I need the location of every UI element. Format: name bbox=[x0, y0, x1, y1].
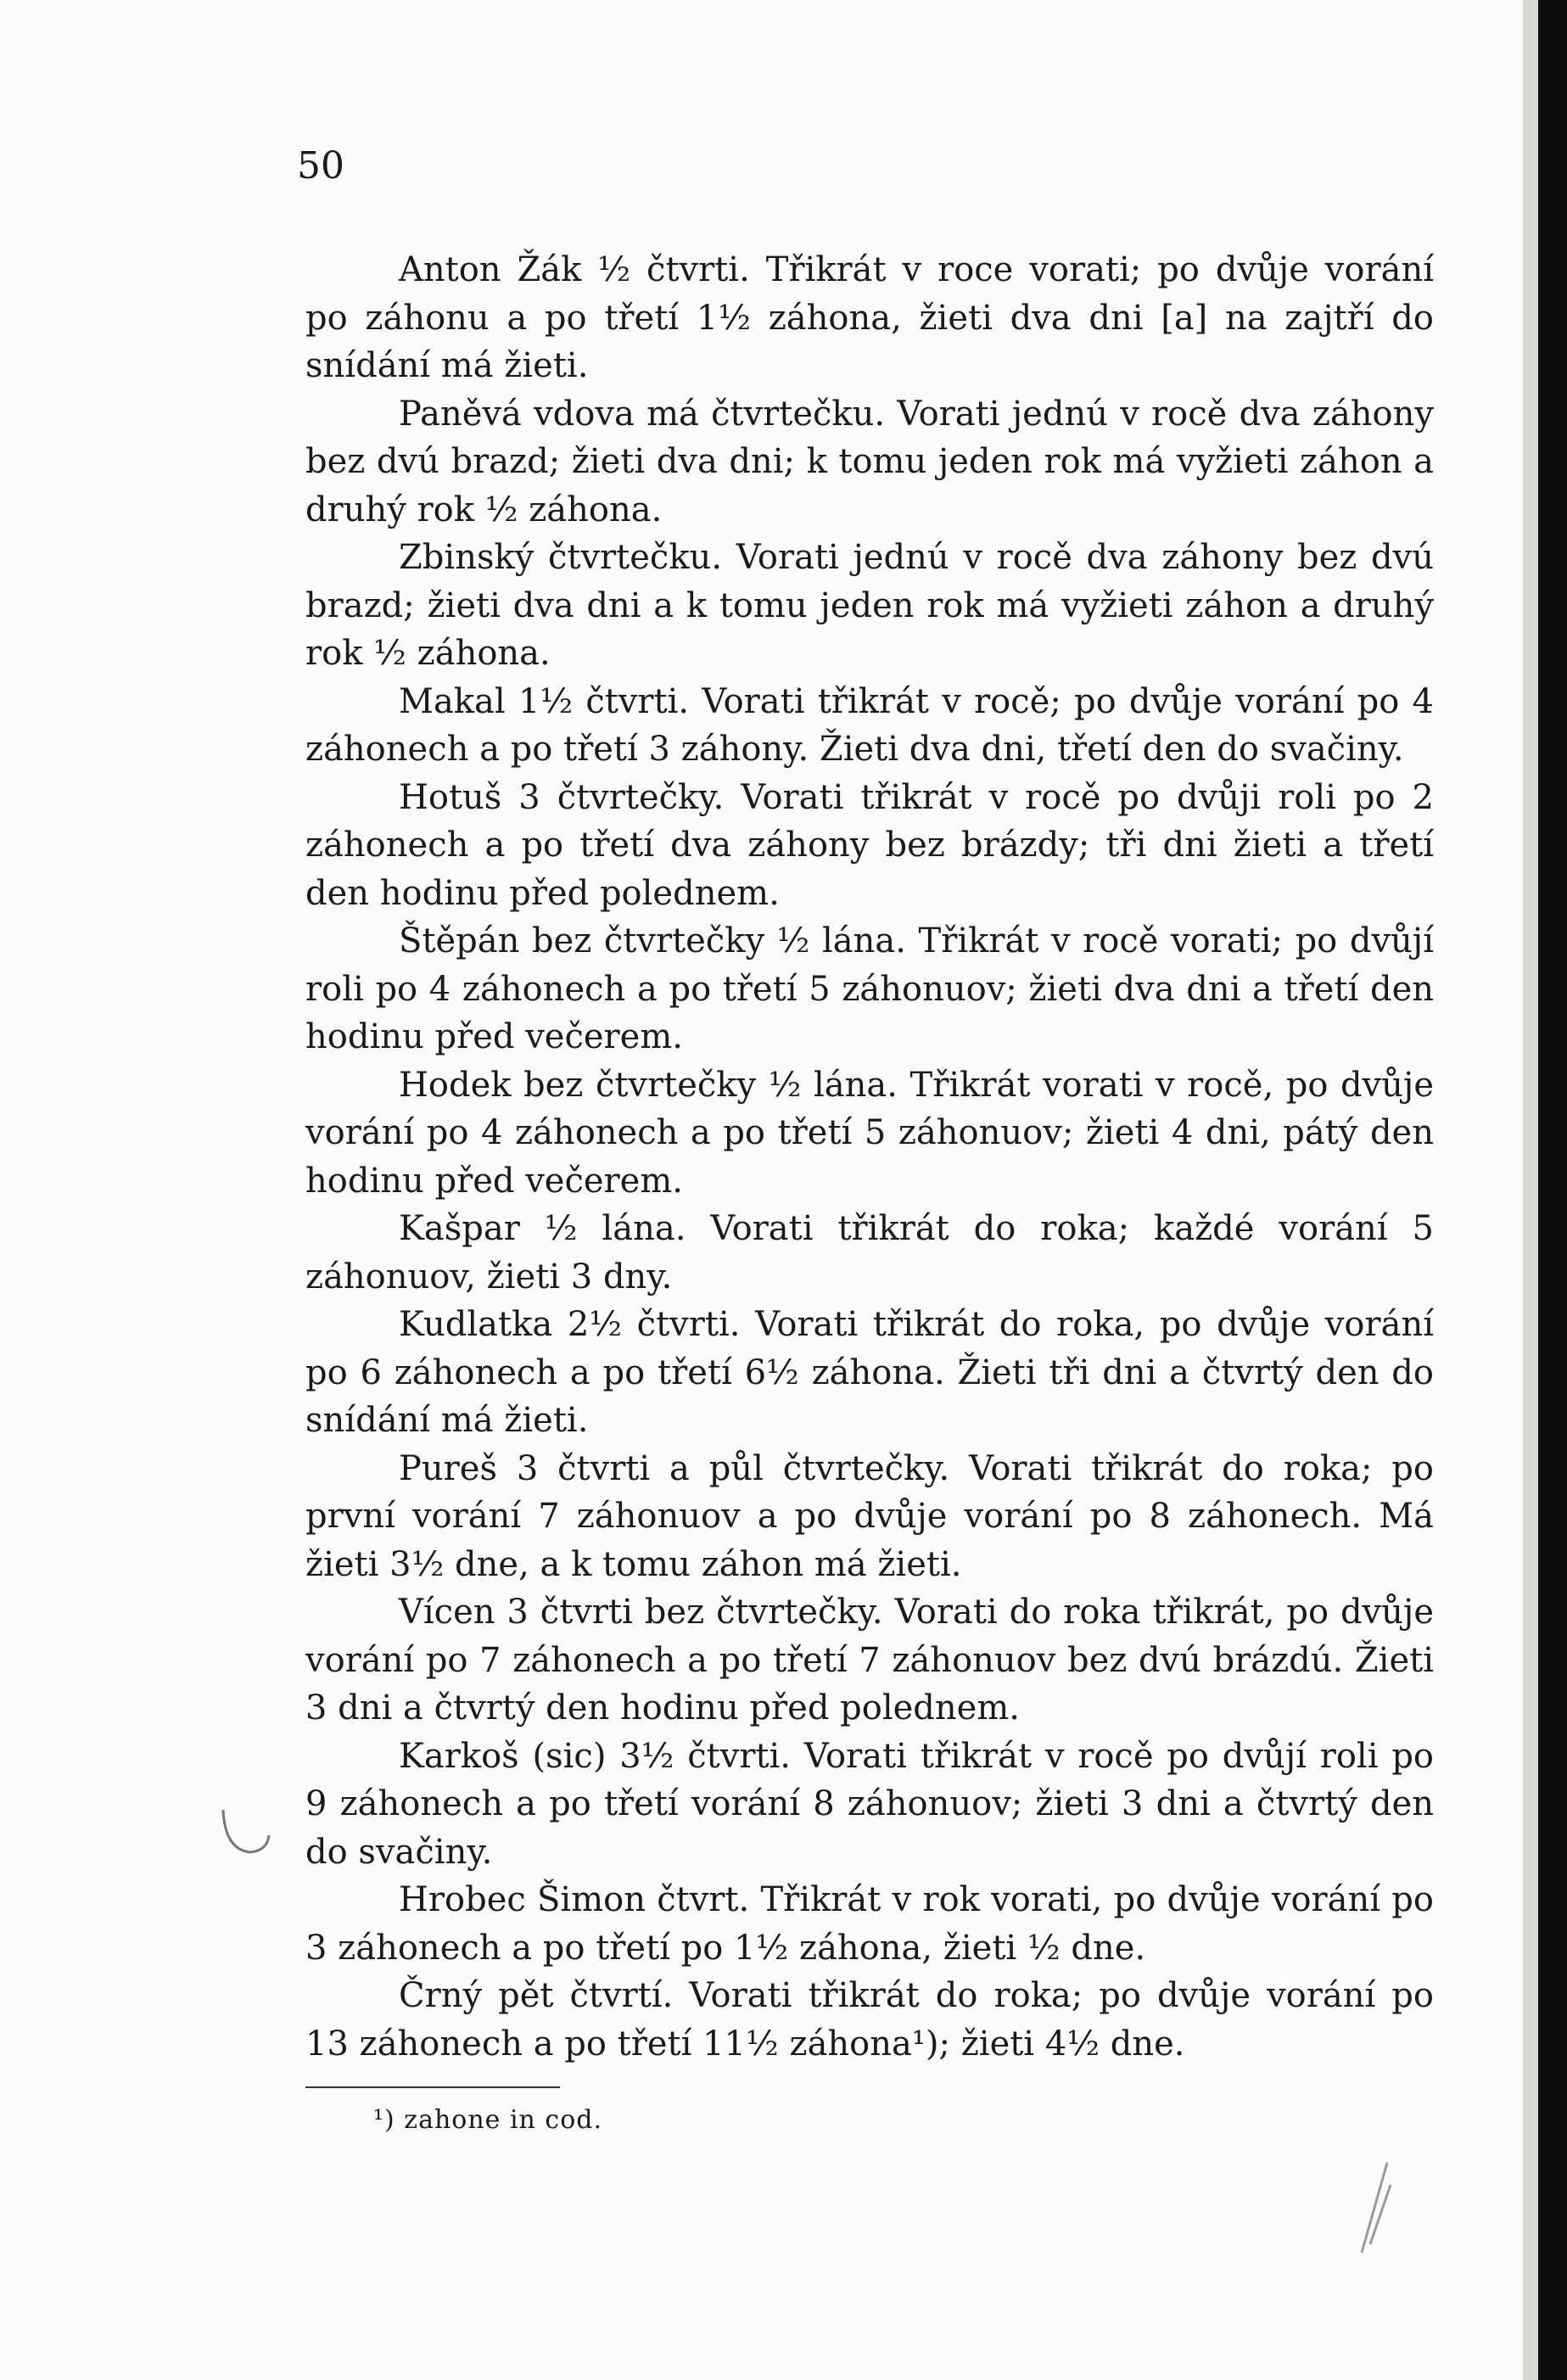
entry-anton-zak: Anton Žák ½ čtvrti. Třikrát v roce vorati; po dvůje vorání po záhonu a po třetí 1½ záhona, žieti dva dni [a] na zajtří do snídání má žieti. bbox=[305, 250, 1434, 385]
entry-makal: Makal 1½ čtvrti. Vorati třikrát v rocě; po dvůje vorání po 4 záhonech a po třetí 3 záhony. Žieti dva dni, třetí den do svačiny. bbox=[305, 681, 1434, 769]
entry-stepan: Štěpán bez čtvrtečky ½ lána. Třikrát v rocě vorati; po dvůjí roli po 4 záhonech a po třetí 5 záhonuov; žieti dva dni a třetí den hodinu před večerem. bbox=[305, 921, 1434, 1056]
scan-border bbox=[1538, 0, 1567, 2380]
footnote-divider bbox=[305, 2086, 560, 2088]
scan-edge bbox=[1523, 0, 1538, 2380]
margin-arc-mark bbox=[216, 1803, 276, 1862]
entry-hrobec-simon: Hrobec Šimon čtvrt. Třikrát v rok vorati, po dvůje vorání po 3 záhonech a po třetí po 1½ záhona, žieti ½ dne. bbox=[305, 1880, 1434, 1968]
footnote: ¹) zahone in cod. bbox=[373, 2105, 603, 2135]
page-body bbox=[305, 246, 1434, 2137]
entry-crny: Črný pět čtvrtí. Vorati třikrát do roka; po dvůje vorání po 13 záhonech a po třetí 11½ záhona¹); žieti 4½ dne. bbox=[305, 1976, 1434, 2064]
entry-kaspar: Kašpar ½ lána. Vorati třikrát do roka; každé vorání 5 záhonuov, žieti 3 dny. bbox=[305, 1209, 1434, 1296]
entry-vicen: Vícen 3 čtvrti bez čtvrtečky. Vorati do roka třikrát, po dvůje vorání po 7 záhonech a po třetí 7 záhonuov bez dvú brázdú. Žieti 3 dni a čtvrtý den hodinu před polednem. bbox=[305, 1593, 1434, 1728]
page-number: 50 bbox=[297, 144, 344, 188]
entry-hodek: Hodek bez čtvrtečky ½ lána. Třikrát vorati v rocě, po dvůje vorání po 4 záhonech a po třetí 5 záhonuov; žieti 4 dni, pátý den hodinu před večerem. bbox=[305, 1065, 1434, 1201]
entry-karkos: Karkoš (sic) 3½ čtvrti. Vorati třikrát v rocě po dvůjí roli po 9 záhonech a po třetí vorání 8 záhonuov; žieti 3 dni a čtvrtý den do svačiny. bbox=[305, 1736, 1434, 1872]
entry-pures: Pureš 3 čtvrti a půl čtvrtečky. Vorati třikrát do roka; po první vorání 7 záhonuov a po dvůje vorání po 8 záhonech. Má žieti 3½ dne, a k tomu záhon má žieti. bbox=[305, 1448, 1434, 1584]
entry-kudlatka: Kudlatka 2½ čtvrti. Vorati třikrát do roka, po dvůje vorání po 6 záhonech a po třetí 6½ záhona. Žieti tři dni a čtvrtý den do snídání má žieti. bbox=[305, 1305, 1434, 1440]
entry-hotus: Hotuš 3 čtvrtečky. Vorati třikrát v rocě po dvůji roli po 2 záhonech a po třetí dva záhony bez brázdy; tři dni žieti a třetí den hodinu před polednem. bbox=[305, 777, 1434, 913]
entry-paneva-vdova: Paněvá vdova má čtvrtečku. Vorati jednú v rocě dva záhony bez dvú brazd; žieti dva dni; k tomu jeden rok má vyžieti záhon a druhý rok ½ záhona. bbox=[305, 394, 1434, 529]
entry-zbinsky: Zbinský čtvrtečku. Vorati jednú v rocě dva záhony bez dvú brazd; žieti dva dni a k tomu jeden rok má vyžieti záhon a druhý rok ½ záhona. bbox=[305, 538, 1434, 673]
margin-pencil-mark bbox=[1353, 2159, 1404, 2261]
